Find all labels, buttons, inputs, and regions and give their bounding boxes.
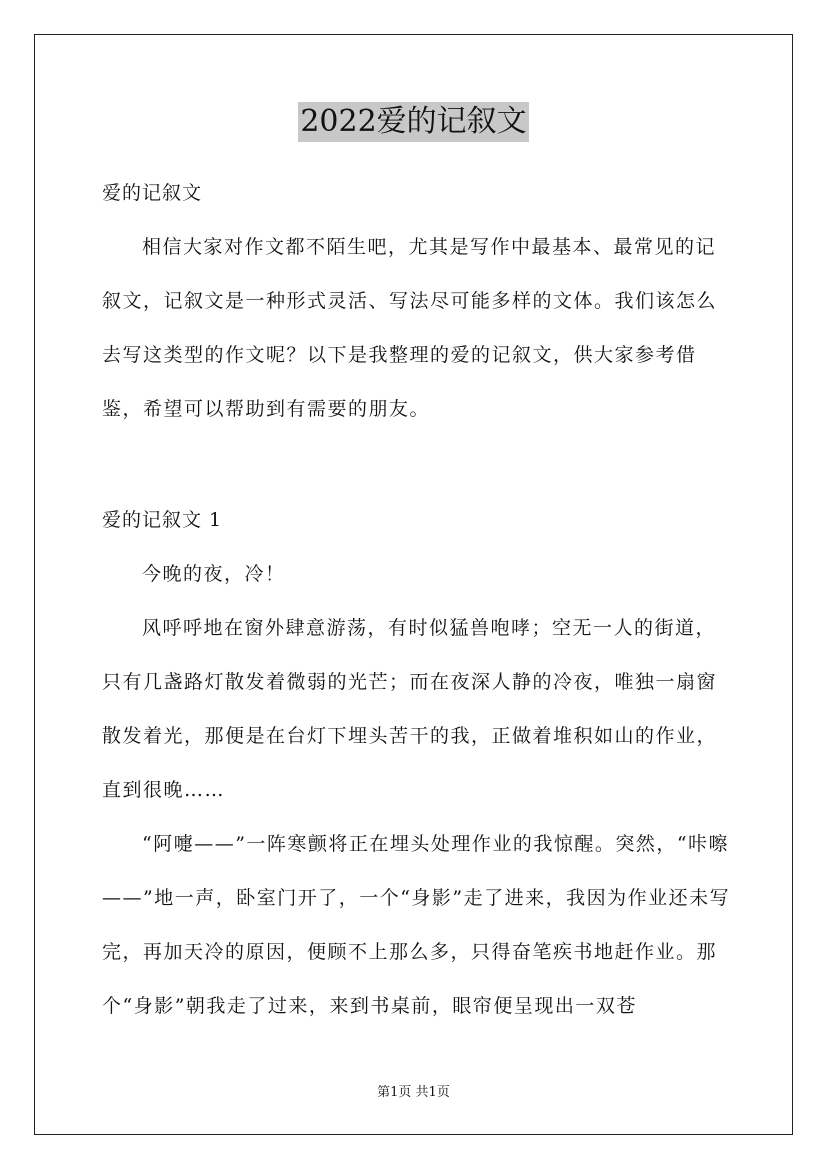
paragraph-2: 风呼呼地在窗外肆意游荡，有时似猛兽咆哮；空无一人的街道，只有几盏路灯散发着微弱的光芒；而在夜深人静的冷夜，唯独一扇窗散发着光，那便是在台灯下埋头苦干的我，正做着堆积如山的作业，直到很晚…… bbox=[102, 617, 718, 801]
paragraph-3: “阿嚏——”一阵寒颤将正在埋头处理作业的我惊醒。突然，“咔嚓——”地一声，卧室门开了，一个“身影”走了进来，我因为作业还未写完，再加天冷的原因，便顾不上那么多，只得奋笔疾书地赶作业。那个“身影”朝我走了过来，来到书桌前，眼帘便呈现出一双苍 bbox=[102, 833, 731, 1017]
document-subtitle: 爱的记叙文 bbox=[102, 182, 203, 204]
paragraph-1: 今晚的夜，冷！ bbox=[142, 563, 286, 585]
section-heading: 爱的记叙文 1 bbox=[102, 509, 223, 531]
intro-paragraph: 相信大家对作文都不陌生吧，尤其是写作中最基本、最常见的记叙文，记叙文是一种形式灵活、写法尽可能多样的文体。我们该怎么去写这类型的作文呢？以下是我整理的爱的记叙文，供大家参考借鉴，希望可以帮助到有需要的朋友。 bbox=[102, 236, 718, 420]
page-footer: 第1页 共1页 bbox=[377, 1085, 450, 1100]
document-title: 2022爱的记叙文 bbox=[298, 102, 528, 142]
title-container bbox=[0, 102, 827, 142]
